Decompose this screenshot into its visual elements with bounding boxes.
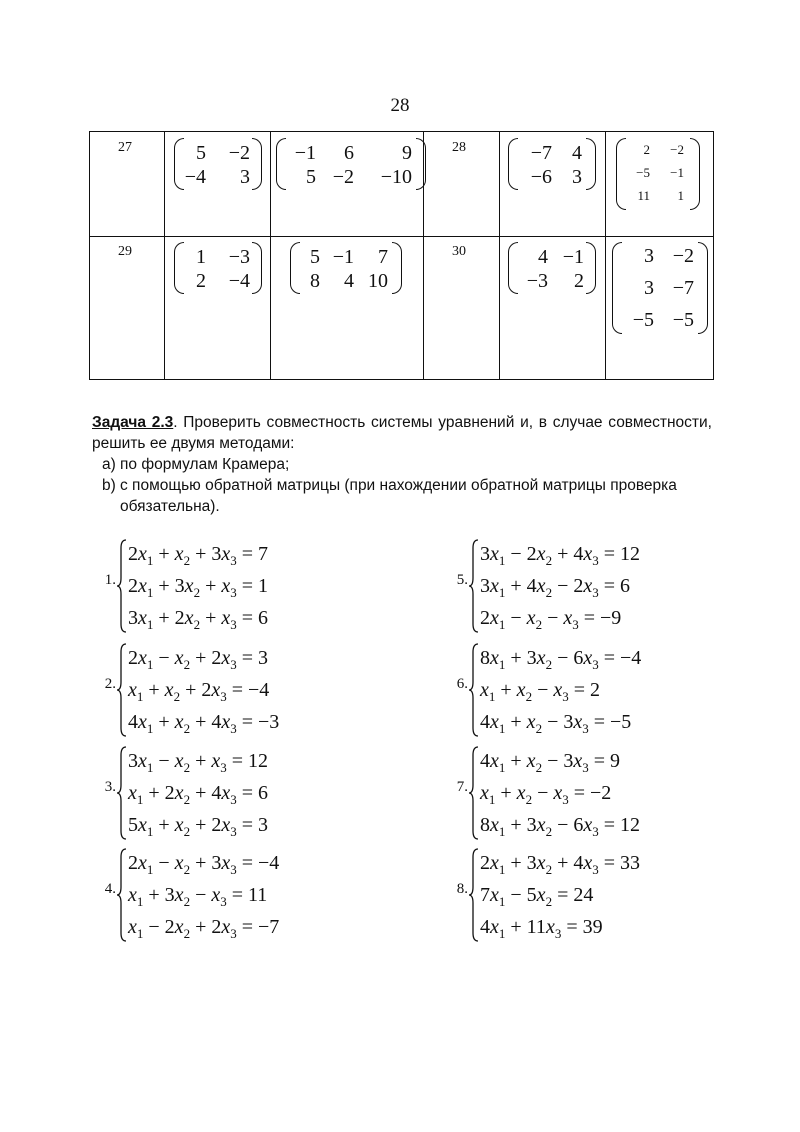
matrix-table — [89, 131, 714, 380]
equation-line: $x_1 - 2x_2 + 2x_3 = -7$ — [128, 916, 280, 941]
matrix-cell: −2 — [672, 245, 694, 267]
system-number: 7. — [456, 779, 468, 795]
matrix-cell: −5 — [632, 309, 654, 331]
equation-system — [444, 642, 744, 740]
equation-line: $7x_1 - 5x_2 = 24$ — [480, 884, 594, 909]
list-item — [92, 454, 712, 475]
matrix-cell: 3 — [644, 277, 654, 299]
matrix-cell: 7 — [378, 246, 388, 268]
equation-line: $x_1 + 3x_2 - x_3 = 11$ — [128, 884, 268, 909]
list-marker: a) — [102, 456, 116, 473]
equation-line: $3x_1 - x_2 + x_3 = 12$ — [128, 750, 269, 775]
matrix-cell: 3 — [240, 166, 250, 188]
matrix-cell: 4 — [572, 142, 582, 164]
left-brace-icon — [468, 642, 480, 738]
matrix-cell: 10 — [368, 270, 388, 292]
matrix-cell: −5 — [672, 309, 694, 331]
matrix-cell: −7 — [530, 142, 552, 164]
matrix-cell: 9 — [402, 142, 412, 164]
list-item-text: по формулам Крамера; — [120, 456, 290, 473]
equation-line: $2x_1 - x_2 + 3x_3 = -4$ — [128, 852, 280, 877]
left-brace-icon — [116, 847, 128, 943]
equation-line: $3x_1 - 2x_2 + 4x_3 = 12$ — [480, 543, 641, 568]
matrix-cell: 3 — [572, 166, 582, 188]
equation-line: $x_1 + 2x_2 + 4x_3 = 6$ — [128, 782, 269, 807]
equation-line: $8x_1 + 3x_2 - 6x_3 = 12$ — [480, 814, 641, 839]
matrix-cell: −6 — [530, 166, 552, 188]
matrix-cell: 1 — [196, 246, 206, 268]
equation-system — [444, 847, 744, 945]
system-number: 6. — [456, 676, 468, 692]
task-paragraph — [92, 412, 712, 454]
variant-number: 30 — [452, 244, 466, 259]
matrix-cell: 2 — [643, 142, 650, 157]
matrix-cell: 4 — [538, 246, 548, 268]
equation-line: $8x_1 + 3x_2 - 6x_3 = -4$ — [480, 647, 642, 672]
equation-line: $4x_1 + x_2 - 3x_3 = 9$ — [480, 750, 621, 775]
matrix-cell: 8 — [310, 270, 320, 292]
matrix-b — [276, 138, 426, 190]
system-number: 8. — [456, 881, 468, 897]
list-item-text: с помощью обратной матрицы (при нахождении обратной матрицы проверка обязательна). — [120, 477, 677, 515]
list-marker: b) — [102, 477, 116, 494]
equation-system — [444, 538, 744, 636]
table-divider — [90, 236, 713, 237]
matrix-cell: 2 — [196, 270, 206, 292]
equation-line: $4x_1 + x_2 - 3x_3 = -5$ — [480, 711, 632, 736]
matrix-cell: 4 — [344, 270, 354, 292]
matrix-cell: −1 — [670, 165, 684, 180]
matrix-cell: 3 — [644, 245, 654, 267]
equation-system — [92, 642, 392, 740]
equation-line: $4x_1 + 11x_3 = 39$ — [480, 916, 603, 941]
matrix-cell: −7 — [672, 277, 694, 299]
matrix-a — [174, 138, 262, 190]
matrix-cell: 5 — [196, 142, 206, 164]
equation-line: $x_1 + x_2 - x_3 = 2$ — [480, 679, 601, 704]
equation-line: $2x_1 - x_2 + 2x_3 = 3$ — [128, 647, 269, 672]
equation-system — [92, 847, 392, 945]
left-brace-icon — [468, 745, 480, 841]
task-statement — [92, 412, 712, 517]
table-divider — [164, 132, 165, 379]
equation-line: $2x_1 + 3x_2 + x_3 = 1$ — [128, 575, 269, 600]
variant-number: 28 — [452, 140, 466, 155]
equation-line: $2x_1 - x_2 - x_3 = -9$ — [480, 607, 622, 632]
matrix-a — [174, 242, 262, 294]
equation-line: $x_1 + x_2 + 2x_3 = -4$ — [128, 679, 270, 704]
matrix-cell: −1 — [294, 142, 316, 164]
matrix-cell: 1 — [677, 188, 684, 203]
matrix-b — [290, 242, 402, 294]
matrix-cell: 2 — [574, 270, 584, 292]
matrix-cell: −3 — [228, 246, 250, 268]
matrix-cell: −4 — [184, 166, 206, 188]
matrix-cell: −2 — [228, 142, 250, 164]
left-brace-icon — [116, 538, 128, 634]
variant-number: 27 — [118, 140, 132, 155]
system-number: 5. — [456, 572, 468, 588]
matrix-a — [508, 138, 596, 190]
equation-line: $2x_1 + x_2 + 3x_3 = 7$ — [128, 543, 269, 568]
variant-number: 29 — [118, 244, 132, 259]
matrix-cell: −1 — [562, 246, 584, 268]
matrix-cell: −5 — [636, 165, 650, 180]
left-brace-icon — [468, 538, 480, 634]
left-brace-icon — [468, 847, 480, 943]
left-brace-icon — [116, 642, 128, 738]
matrix-cell: −3 — [526, 270, 548, 292]
equation-line: $5x_1 + x_2 + 2x_3 = 3$ — [128, 814, 269, 839]
task-text: . Проверить совместность системы уравнений и, в случае совместности, решить ее двумя методами: — [92, 414, 712, 452]
equation-system — [92, 745, 392, 843]
equation-line: $3x_1 + 4x_2 - 2x_3 = 6$ — [480, 575, 631, 600]
system-number: 3. — [104, 779, 116, 795]
equation-system — [92, 538, 392, 636]
matrix-cell: 5 — [310, 246, 320, 268]
matrix-cell: −1 — [332, 246, 354, 268]
system-number: 2. — [104, 676, 116, 692]
equation-line: $2x_1 + 3x_2 + 4x_3 = 33$ — [480, 852, 641, 877]
matrix-cell: −2 — [332, 166, 354, 188]
table-divider — [270, 132, 271, 379]
matrix-b — [612, 242, 708, 334]
matrix-cell: 5 — [306, 166, 316, 188]
matrix-cell: −2 — [670, 142, 684, 157]
matrix-b — [616, 138, 700, 210]
left-brace-icon — [116, 745, 128, 841]
task-heading: Задача 2.3 — [92, 414, 174, 431]
equation-line: $4x_1 + x_2 + 4x_3 = -3$ — [128, 711, 280, 736]
equation-line: $x_1 + x_2 - x_3 = -2$ — [480, 782, 612, 807]
matrix-cell: 11 — [637, 188, 650, 203]
system-number: 4. — [104, 881, 116, 897]
table-divider — [605, 132, 606, 379]
page-number: 28 — [390, 95, 410, 116]
matrix-cell: −10 — [380, 166, 412, 188]
equation-system — [444, 745, 744, 843]
matrix-cell: 6 — [344, 142, 354, 164]
equation-line: $3x_1 + 2x_2 + x_3 = 6$ — [128, 607, 269, 632]
list-item — [92, 475, 712, 517]
table-divider — [499, 132, 500, 379]
system-number: 1. — [104, 572, 116, 588]
matrix-a — [508, 242, 596, 294]
matrix-cell: −4 — [228, 270, 250, 292]
